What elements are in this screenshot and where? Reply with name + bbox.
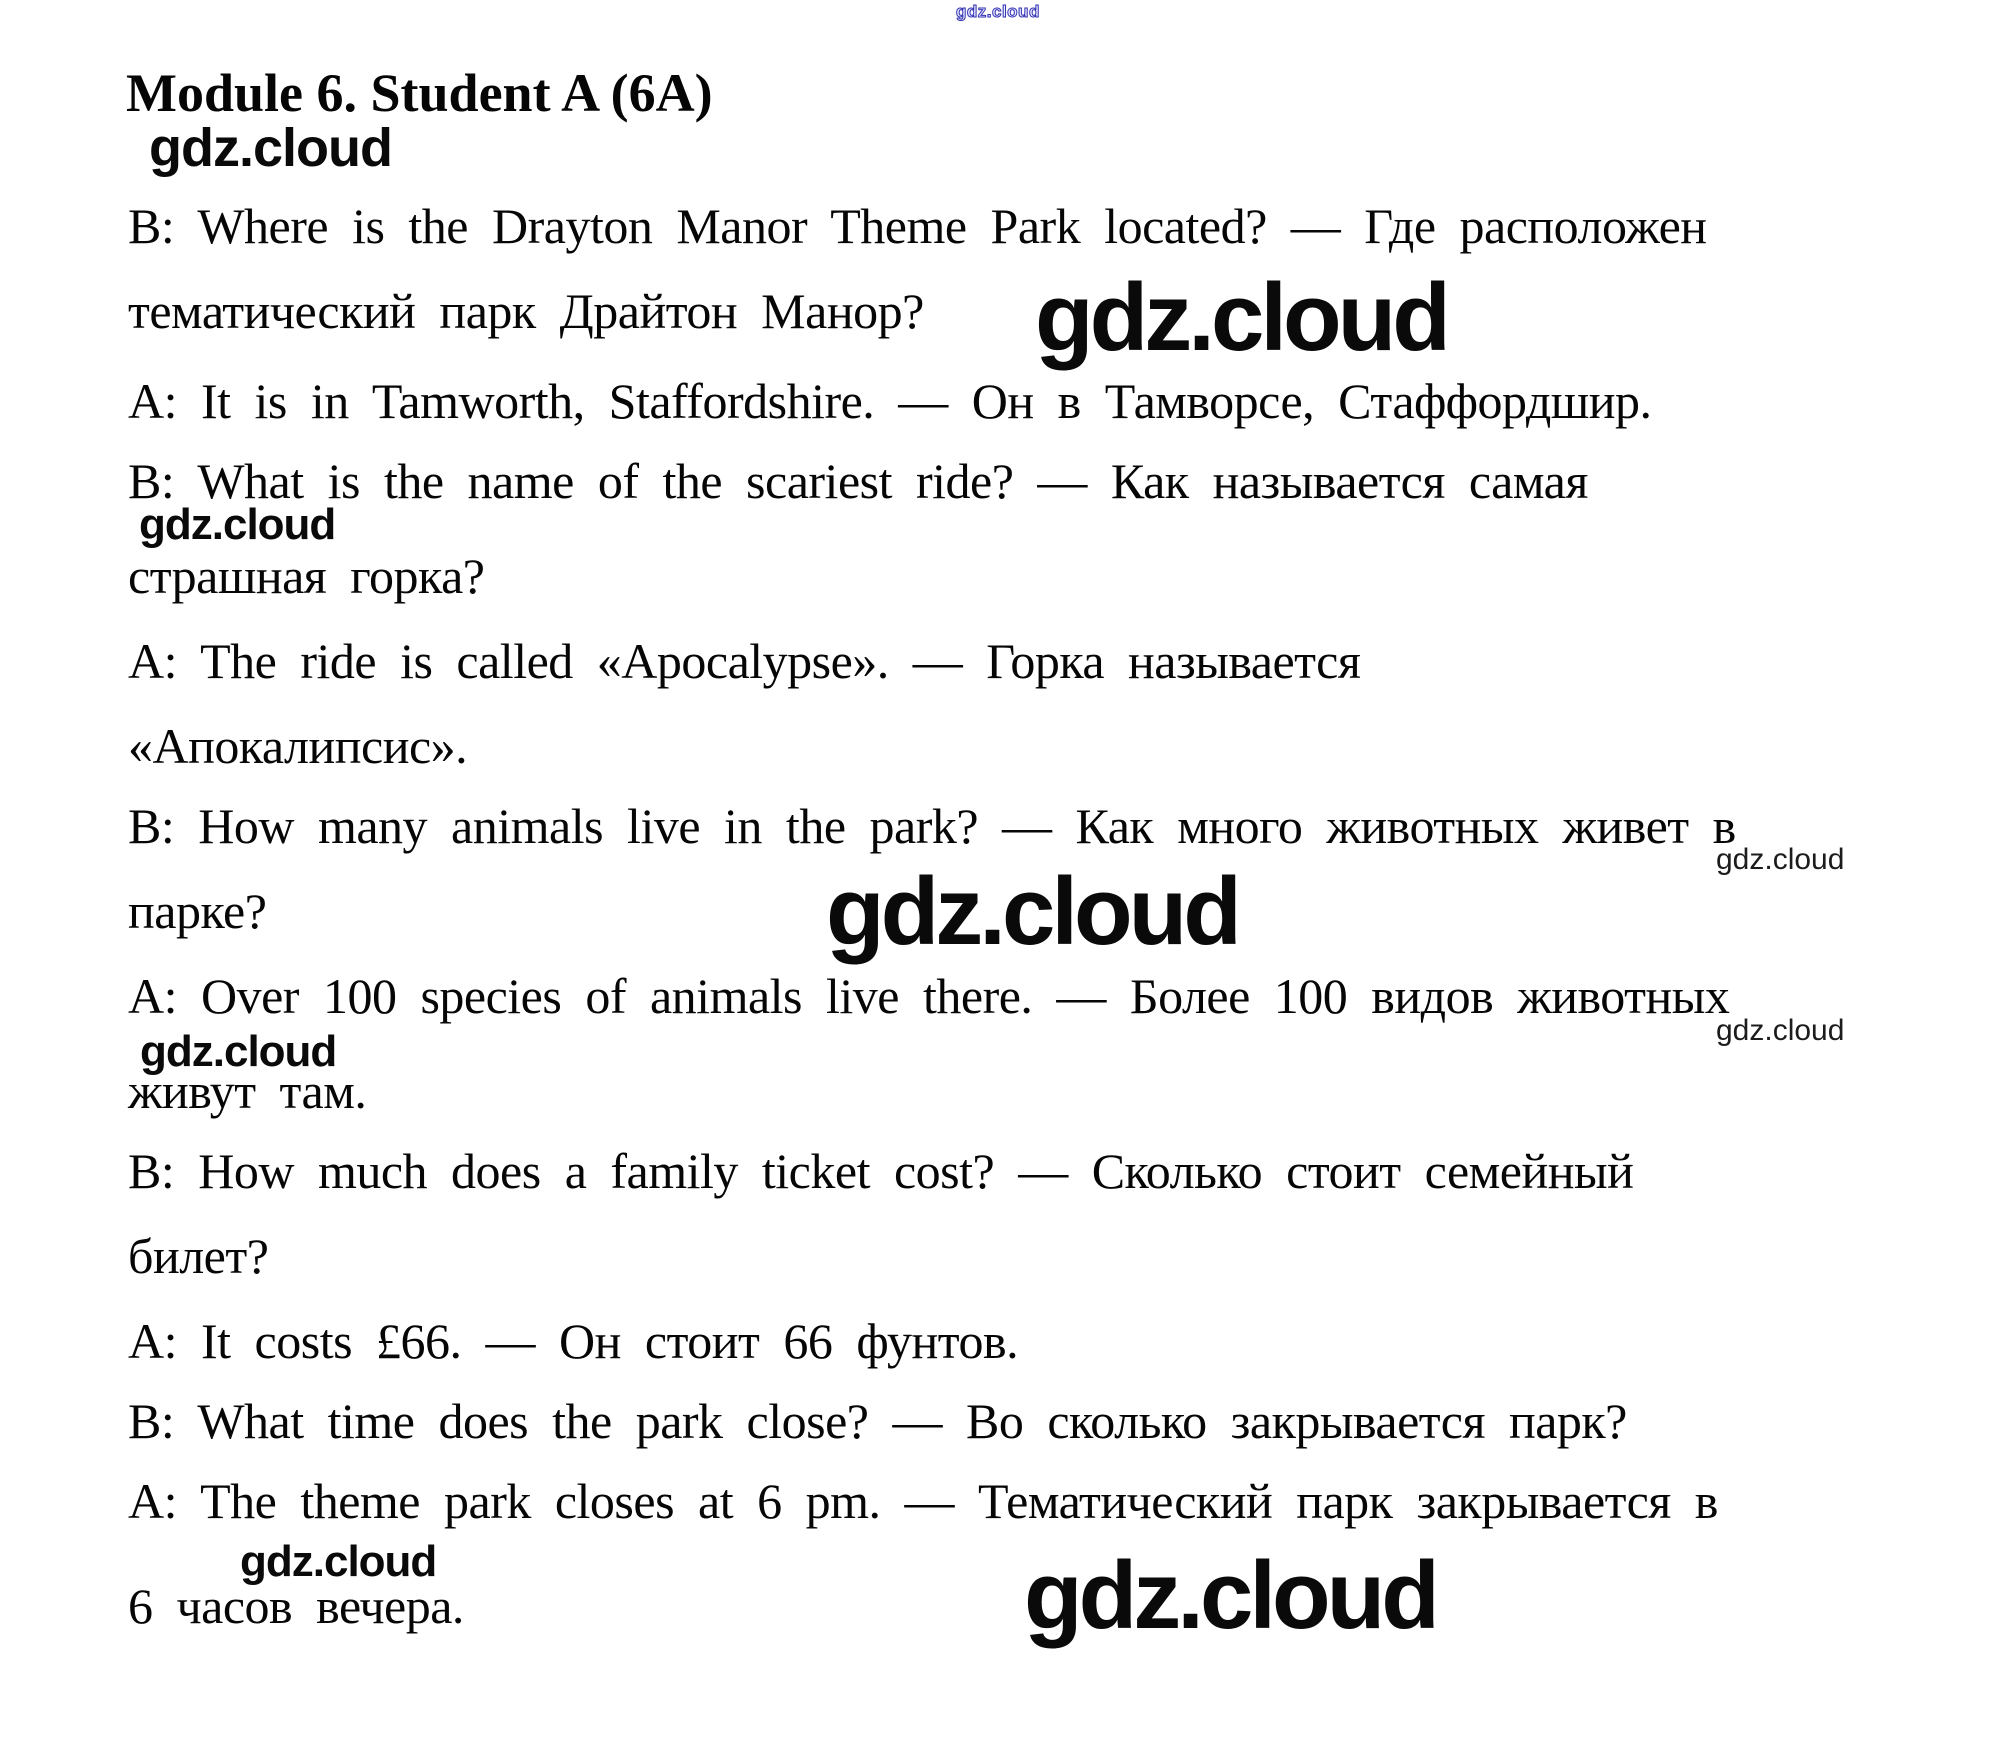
dialogue-line-10: A: Over 100 species of animals live there. — Более 100 видов животных [128, 968, 1730, 1024]
watermark-big-2: gdz.cloud [826, 858, 1238, 965]
dialogue-line-1: B: Where is the Drayton Manor Theme Park located? — Где расположен [128, 198, 1707, 254]
dialogue-line-4: B: What is the name of the scariest ride? — Как называется самая [128, 453, 1588, 509]
watermark-right-1: gdz.cloud [1716, 843, 1845, 876]
dialogue-line-2: тематический парк Драйтон Манор? [128, 283, 924, 339]
dialogue-line-13: билет? [128, 1228, 269, 1284]
dialogue-line-3: A: It is in Tamworth, Staffordshire. — Он в Тамворсе, Стаффордшир. [128, 373, 1652, 429]
dialogue-line-8: B: How many animals live in the park? — Как много животных живет в [128, 798, 1736, 854]
watermark-left-2: gdz.cloud [140, 1027, 337, 1076]
watermark-left-1: gdz.cloud [139, 500, 336, 549]
dialogue-line-9: парке? [128, 883, 267, 939]
watermark-big-1: gdz.cloud [1035, 264, 1447, 371]
watermark-top-blue: gdz.cloud [956, 2, 1040, 21]
dialogue-line-16: A: The theme park closes at 6 pm. — Тематический парк закрывается в [128, 1473, 1718, 1529]
watermark-right-2: gdz.cloud [1716, 1014, 1845, 1047]
dialogue-line-17: 6 часов вечера. [128, 1578, 464, 1634]
dialogue-line-6: A: The ride is called «Apocalypse». — Горка называется [128, 633, 1361, 689]
dialogue-line-5: страшная горка? [128, 548, 485, 604]
watermark-under-title: gdz.cloud [149, 118, 392, 178]
page-title: Module 6. Student A (6A) [126, 63, 713, 123]
dialogue-line-12: B: How much does a family ticket cost? — Сколько стоит семейный [128, 1143, 1634, 1199]
dialogue-line-11: живут там. [128, 1063, 367, 1119]
dialogue-line-15: B: What time does the park close? — Во сколько закрывается парк? [128, 1393, 1627, 1449]
dialogue-line-14: A: It costs £66. — Он стоит 66 фунтов. [128, 1313, 1019, 1369]
watermark-left-3: gdz.cloud [240, 1537, 437, 1586]
watermark-big-3: gdz.cloud [1024, 1542, 1436, 1649]
dialogue-line-7: «Апокалипсис». [128, 718, 468, 774]
